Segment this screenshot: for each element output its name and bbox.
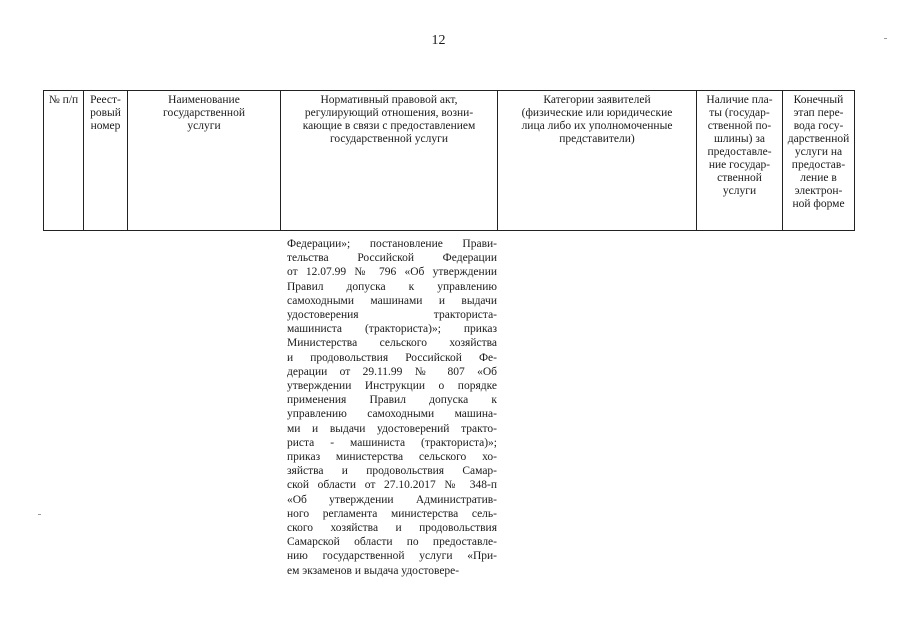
text-line: Министерства сельского хозяйства [287,337,497,350]
text-line: Правил допуска к управлению [287,280,497,293]
page-number: 12 [431,33,446,48]
text-line: ского хозяйства и продовольствия [287,522,497,535]
text-line: от 12.07.99 № 796 «Об утверждении [287,266,497,279]
header-cell-number: № п/п [44,91,84,231]
header-cell-legal-act: Нормативный правовой акт, регулирующий отношения, возни- кающие в связи с предоставлением государственной услуги [281,91,498,231]
text-line: машиниста (тракториста)»; приказ [287,323,497,336]
text-line: ного регламента министерства сель- [287,507,497,520]
text-line: зяйства и продовольствия Самар- [287,465,497,478]
text-line: ской области от 27.10.2017 № 348-п [287,479,497,492]
text-line: риста - машиниста (тракториста)»; [287,436,497,449]
header-cell-registry-number: Реест- ровый номер [84,91,128,231]
text-line: тельства Российской Федерации [287,252,497,265]
text-line: нию государственной услуги «При- [287,550,497,563]
text-line: Самарской области по предоставле- [287,536,497,549]
header-cell-applicant-categories: Категории заявителей (физические или юридические лица либо их уполномоченные представители) [498,91,697,231]
scan-speck [38,514,41,515]
header-table [43,90,855,231]
text-line: самоходными машинами и выдачи [287,294,497,307]
legal-act-continuation [287,237,497,578]
text-line: применения Правил допуска к [287,394,497,407]
scan-speck [884,38,887,39]
text-line: управлению самоходными машина- [287,408,497,421]
text-line: утверждении Инструкции о порядке [287,380,497,393]
text-line: дерации от 29.11.99 № 807 «Об [287,365,497,378]
text-line: Федерации»; постановление Прави- [287,238,497,250]
text-line: «Об утверждении Административ- [287,493,497,506]
text-line: ми и выдачи удостоверений тракто- [287,422,497,435]
text-line: приказ министерства сельского хо- [287,451,497,464]
text-line: и продовольствия Российской Фе- [287,351,497,364]
header-cell-electronic-stage: Конечный этап пере- вода госу- дарственной услуги на предостав- ление в электрон- ной форме [783,91,855,231]
header-cell-fee: Наличие пла- ты (государ- ственной по- шлины) за предоставле- ние государ- ственной услуги [697,91,783,231]
header-cell-service-name: Наименование государственной услуги [128,91,281,231]
text-line: удостоверения тракториста- [287,309,497,322]
text-line: ем экзаменов и выдача удостовере- [287,564,460,577]
header-row [44,91,855,231]
